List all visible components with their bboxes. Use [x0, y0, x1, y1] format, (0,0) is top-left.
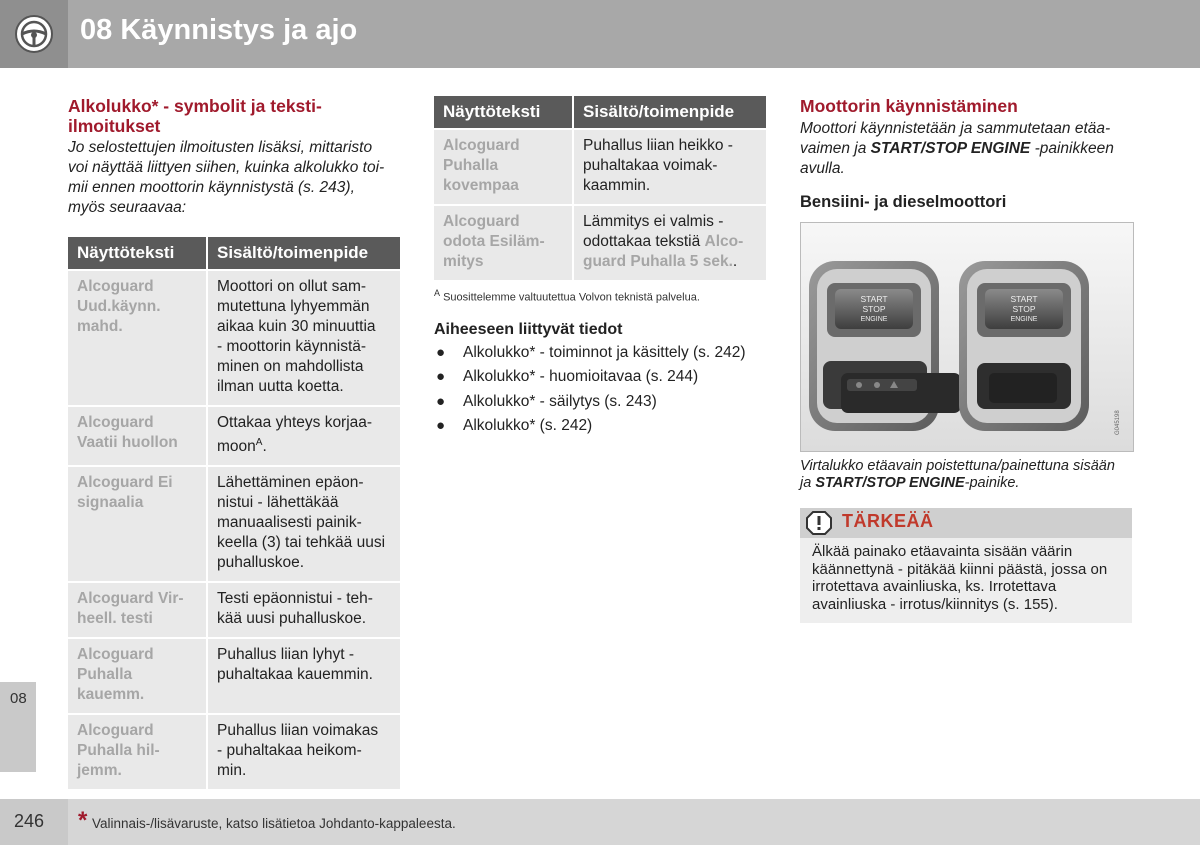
cell-line: odota Esiläm-: [443, 233, 545, 250]
section-heading: [68, 96, 400, 136]
page-number: 246: [14, 811, 45, 831]
action-cell: [208, 715, 400, 789]
action-cell: [208, 639, 400, 713]
table-row: [434, 206, 766, 280]
cell-line: aikaa kuin 30 minuuttia: [217, 318, 376, 335]
start-stop-label: START: [860, 294, 888, 304]
cell-line: [217, 433, 391, 457]
important-notice: [800, 508, 1132, 623]
cell-line: mutettuna lyhyemmän: [217, 298, 370, 315]
cell-line: Alcoguard: [77, 278, 154, 295]
related-list: [434, 341, 766, 439]
ignition-panel-left: [809, 261, 961, 431]
footnote-text: Suosittelemme valtuutettua Volvon teknistä palvelua.: [443, 291, 700, 304]
start-stop-label: ENGINE: [1010, 316, 1038, 323]
display-text-cell: [434, 206, 574, 280]
image-code: G045198: [1115, 410, 1121, 435]
cell-display-text: Alco-: [704, 233, 744, 250]
cell-line: nistui - lähettäkää: [217, 494, 339, 512]
caption-text: -painike.: [964, 475, 1020, 491]
page-number-box: [0, 799, 68, 845]
cell-line: puhaltakaa voimak-: [583, 157, 718, 174]
cell-line: kää uusi puhalluskoe.: [217, 610, 367, 628]
bullet-icon: ●: [436, 417, 446, 435]
display-text-cell: [68, 467, 208, 581]
cell-line: Testi epäonnistui - teh-: [217, 590, 373, 608]
subheading: Bensiini- ja dieselmoottori: [800, 193, 1007, 211]
notice-text: Älkää painako etäavainta sisään väärin käännettynä - pitäkää kiinni päästä, jossa on irrotettava avainliuska, ks. Irrotettava avainliuska - irrotus/kiinnitys (s. 155).: [812, 543, 1108, 613]
caption-line: [800, 475, 1134, 492]
caption-text: ja: [800, 475, 816, 491]
action-cell: [208, 271, 400, 405]
cell-line: keella (3) tai tehkää uusi: [217, 534, 386, 552]
column-header: Näyttöteksti: [68, 237, 208, 269]
cell-line: ilman uutta koetta.: [217, 378, 344, 395]
left-column: [68, 96, 400, 791]
cell-line: mahd.: [77, 318, 123, 335]
cell-line: Uud.käynn.: [77, 298, 161, 315]
bullet-icon: ●: [436, 368, 446, 386]
middle-column: [434, 96, 766, 439]
asterisk-mark: *: [78, 807, 88, 834]
cell-line: Puhalla hil-: [77, 742, 160, 760]
related-link[interactable]: [434, 341, 766, 366]
table-row: [434, 130, 766, 204]
chapter-title: 08 Käynnistys ja ajo: [80, 14, 358, 46]
button-name: START/STOP ENGINE: [815, 475, 965, 491]
ignition-photo: [800, 222, 1134, 452]
cell-text: odottakaa tekstiä: [583, 233, 705, 250]
page-footer: [0, 799, 1200, 845]
cell-line: - moottorin käynnistä-: [217, 338, 367, 355]
display-text-cell: [68, 715, 208, 789]
related-link[interactable]: [434, 414, 766, 439]
bullet-icon: ●: [436, 392, 446, 410]
start-stop-label: ENGINE: [860, 316, 888, 323]
cell-line: min.: [217, 762, 247, 780]
start-stop-label: START: [1010, 294, 1038, 304]
intro-line: Jo selostettujen ilmoitusten lisäksi, mittaristo: [68, 139, 373, 156]
heading-line: ilmoitukset: [68, 116, 161, 136]
table-row: [68, 407, 400, 465]
cell-line: Moottori on ollut sam-: [217, 278, 367, 295]
cell-line: Vaatii huollon: [77, 434, 178, 451]
cell-line: Puhallus liian lyhyt -: [217, 646, 354, 664]
cell-line: kovempaa: [443, 177, 519, 194]
cell-line: Puhallus liian voimakas: [217, 722, 379, 740]
table-header-row: [434, 96, 766, 128]
cell-line: Lähettäminen epäon-: [217, 474, 364, 492]
ignition-panel-right: [959, 261, 1089, 431]
cell-line: jemm.: [77, 762, 122, 780]
cell-line: Puhallus liian heikko -: [583, 137, 733, 154]
lock-icon: [856, 382, 862, 388]
table-row: [68, 583, 400, 637]
related-link[interactable]: [434, 390, 766, 415]
cell-line: signaalia: [77, 494, 144, 512]
cell-line: puhalluskoe.: [217, 554, 305, 572]
intro-text-part: -painikkeen: [1030, 140, 1114, 157]
heading-line: Alkolukko* - symbolit ja teksti-: [68, 96, 322, 116]
cell-line: [583, 252, 757, 272]
display-text-table: [68, 235, 400, 791]
footnote-mark: A: [434, 288, 441, 298]
cell-line: Puhalla: [77, 666, 133, 684]
cell-line: Alcoguard: [443, 137, 520, 154]
footer-note-bar: [68, 799, 1200, 845]
notice-title: TÄRKEÄÄ: [842, 511, 934, 531]
right-column: [800, 96, 1134, 623]
column-header: Näyttöteksti: [434, 96, 574, 128]
start-stop-label: STOP: [1012, 304, 1036, 314]
cell-line: Ottakaa yhteys korjaa-: [217, 414, 373, 431]
cell-line: Puhalla: [443, 157, 499, 174]
table-header-row: [68, 237, 400, 269]
cell-line: [583, 232, 757, 252]
related-link-text[interactable]: Alkolukko* - säilytys (s. 243): [463, 392, 657, 410]
chapter-tab-label: 08: [10, 690, 27, 707]
display-text-cell: [68, 407, 208, 465]
cell-line: - puhaltakaa heikom-: [217, 742, 362, 760]
ignition-illustration: [801, 223, 1133, 451]
cell-line: kaammin.: [583, 177, 651, 194]
bullet-icon: ●: [436, 343, 446, 361]
table-row: [68, 271, 400, 405]
footnote-ref: A: [255, 437, 263, 448]
column-header: Sisältö/toimenpide: [574, 96, 766, 128]
cell-line: Alcoguard Ei: [77, 474, 173, 492]
chapter-side-tab: [0, 682, 36, 772]
display-text-cell: [68, 583, 208, 637]
cell-line: kauemm.: [77, 686, 145, 704]
related-link-text[interactable]: Alkolukko* - huomioitavaa (s. 244): [463, 368, 699, 386]
table-row: [68, 639, 400, 713]
cell-text: .: [732, 253, 738, 270]
cell-line: Alcoguard Vir-: [77, 590, 184, 608]
caption-line: Virtalukko etäavain poistettuna/painettuna sisään: [800, 458, 1115, 474]
display-text-cell: [434, 130, 574, 204]
related-link[interactable]: [434, 365, 766, 390]
cell-display-text: guard Puhalla 5 sek.: [583, 253, 733, 270]
table-row: [68, 715, 400, 789]
display-text-table-continued: [434, 94, 766, 282]
intro-line: voi näyttää liittyen siihen, kuinka alkolukko toi-: [68, 159, 385, 176]
column-header: Sisältö/toimenpide: [208, 237, 400, 269]
cell-line: manuaalisesti painik-: [217, 514, 362, 532]
cell-line: minen on mahdollista: [217, 358, 364, 375]
start-stop-label: STOP: [862, 304, 886, 314]
display-text-cell: [68, 639, 208, 713]
action-cell: [574, 206, 766, 280]
cell-line: Lämmitys ei valmis -: [583, 213, 724, 230]
page-header: [0, 0, 1200, 68]
cell-line: mitys: [443, 253, 484, 270]
action-cell: [208, 407, 400, 465]
cell-line: Alcoguard: [443, 213, 520, 230]
cell-text: moon: [217, 438, 256, 456]
footer-note: Valinnais-/lisävaruste, katso lisätietoa Johdanto-kappaleesta.: [92, 816, 456, 831]
related-link-text[interactable]: Alkolukko* (s. 242): [463, 417, 593, 435]
related-link-text[interactable]: Alkolukko* - toiminnot ja käsittely (s. 242): [463, 343, 746, 361]
table-row: [68, 467, 400, 581]
cell-line: Alcoguard: [77, 414, 154, 431]
intro-text-part: vaimen ja: [800, 140, 871, 157]
warning-icon: [806, 511, 832, 535]
intro-line: Moottori käynnistetään ja sammutetaan etäa-: [800, 120, 1111, 137]
intro-line: avulla.: [800, 160, 845, 177]
cell-line: Alcoguard: [77, 646, 154, 664]
action-cell: [208, 467, 400, 581]
image-caption: [800, 458, 1134, 492]
intro-line: [800, 139, 1134, 159]
cell-line: heell. testi: [77, 610, 153, 628]
display-text-cell: [68, 271, 208, 405]
intro-line: mii ennen moottorin käynnistystä (s. 243),: [68, 179, 355, 196]
action-cell: [574, 130, 766, 204]
button-name: START/STOP ENGINE: [870, 140, 1031, 157]
cell-line: puhaltakaa kauemmin.: [217, 666, 373, 684]
table-footnote: [434, 288, 766, 304]
steering-wheel-icon: [14, 14, 54, 54]
cell-line: Alcoguard: [77, 722, 154, 740]
chapter-icon-box: [0, 0, 68, 68]
related-heading: Aiheeseen liittyvät tiedot: [434, 320, 623, 338]
section-heading: Moottorin käynnistäminen: [800, 96, 1018, 116]
intro-line: myös seuraavaa:: [68, 199, 187, 216]
unlock-icon: [874, 382, 880, 388]
intro-text: [68, 138, 400, 218]
action-cell: [208, 583, 400, 637]
cell-text: .: [262, 438, 267, 456]
intro-text: [800, 119, 1134, 179]
notice-header: [800, 508, 1132, 538]
